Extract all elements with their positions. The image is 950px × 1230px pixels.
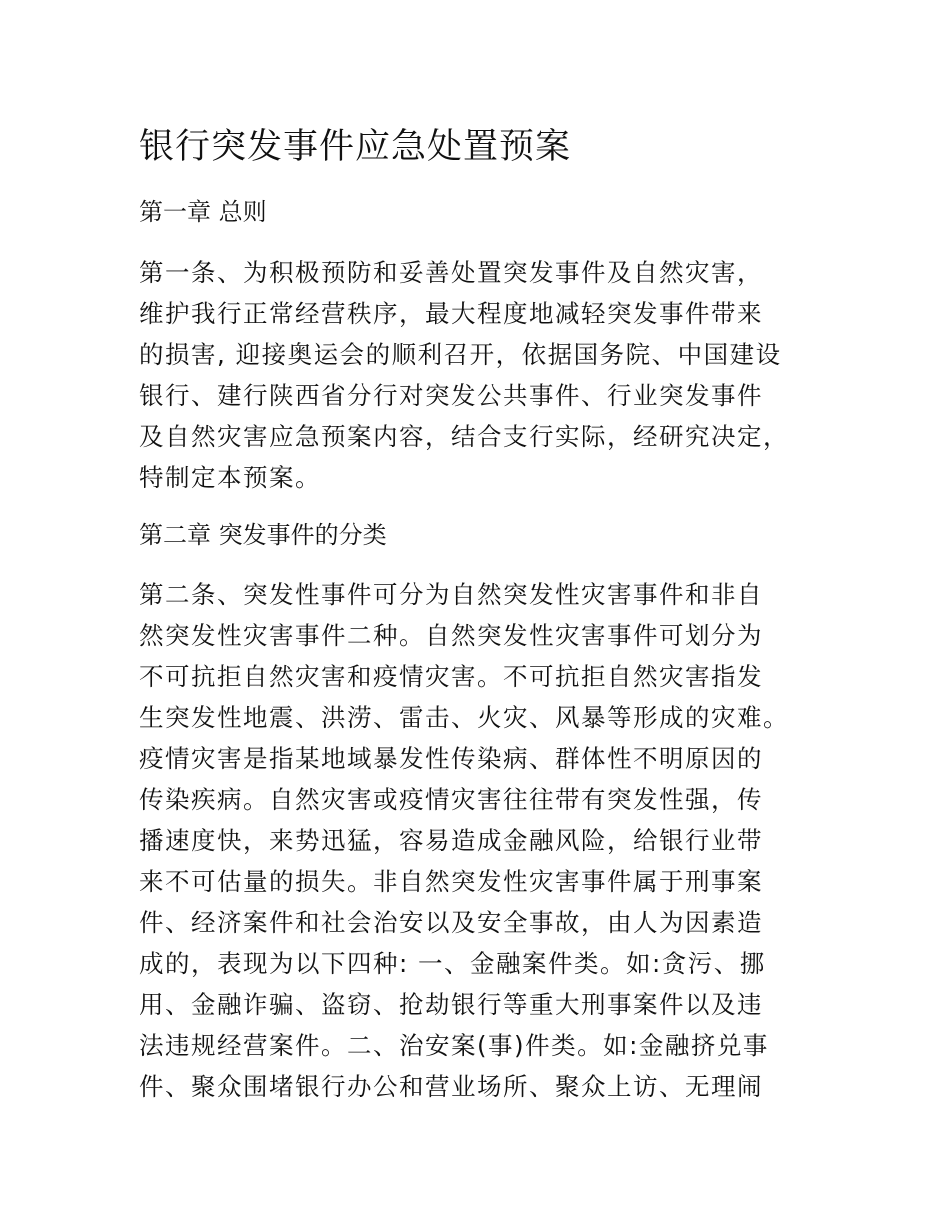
paragraph-line: 的损害, 迎接奥运会的顺利召开，依据国务院、中国建设 bbox=[139, 340, 782, 369]
paragraph-line: 件、经济案件和社会治安以及安全事故，由人为因素造 bbox=[139, 908, 763, 937]
paragraph-line: 维护我行正常经营秩序，最大程度地减轻突发事件带来 bbox=[139, 299, 763, 328]
article-1-paragraph bbox=[139, 252, 839, 498]
document-title: 银行突发事件应急处置预案 bbox=[139, 127, 572, 167]
paragraph-line: 传染疾病。自然灾害或疫情灾害往往带有突发性强，传 bbox=[139, 785, 763, 814]
paragraph-line: 不可抗拒自然灾害和疫情灾害。不可抗拒自然灾害指发 bbox=[139, 662, 763, 691]
chapter-1-heading: 第一章 总则 bbox=[139, 198, 267, 226]
paragraph-line: 银行、建行陕西省分行对突发公共事件、行业突发事件 bbox=[139, 381, 763, 410]
paragraph-line: 来不可估量的损失。非自然突发性灾害事件属于刑事案 bbox=[139, 867, 763, 896]
paragraph-line: 第二条、突发性事件可分为自然突发性灾害事件和非自 bbox=[139, 580, 763, 609]
paragraph-line: 生突发性地震、洪涝、雷击、火灾、风暴等形成的灾难。 bbox=[139, 703, 789, 732]
paragraph-line: 然突发性灾害事件二种。自然突发性灾害事件可划分为 bbox=[139, 621, 763, 650]
paragraph-line: 第一条、为积极预防和妥善处置突发事件及自然灾害， bbox=[139, 258, 763, 287]
paragraph-line: 法违规经营案件。二、治安案(事)件类。如:金融挤兑事 bbox=[139, 1031, 769, 1060]
paragraph-line: 疫情灾害是指某地域暴发性传染病、群体性不明原因的 bbox=[139, 744, 763, 773]
article-2-paragraph bbox=[139, 574, 839, 1107]
paragraph-line: 特制定本预案。 bbox=[139, 463, 321, 492]
chapter-2-heading: 第二章 突发事件的分类 bbox=[139, 521, 387, 549]
paragraph-line: 播速度快，来势迅猛，容易造成金融风险，给银行业带 bbox=[139, 826, 763, 855]
paragraph-line: 用、金融诈骗、盗窃、抢劫银行等重大刑事案件以及违 bbox=[139, 990, 763, 1019]
paragraph-line: 件、聚众围堵银行办公和营业场所、聚众上访、无理闹 bbox=[139, 1072, 763, 1101]
paragraph-line: 成的，表现为以下四种: 一、金融案件类。如:贪污、挪 bbox=[139, 949, 766, 978]
paragraph-line: 及自然灾害应急预案内容，结合支行实际，经研究决定， bbox=[139, 422, 789, 451]
